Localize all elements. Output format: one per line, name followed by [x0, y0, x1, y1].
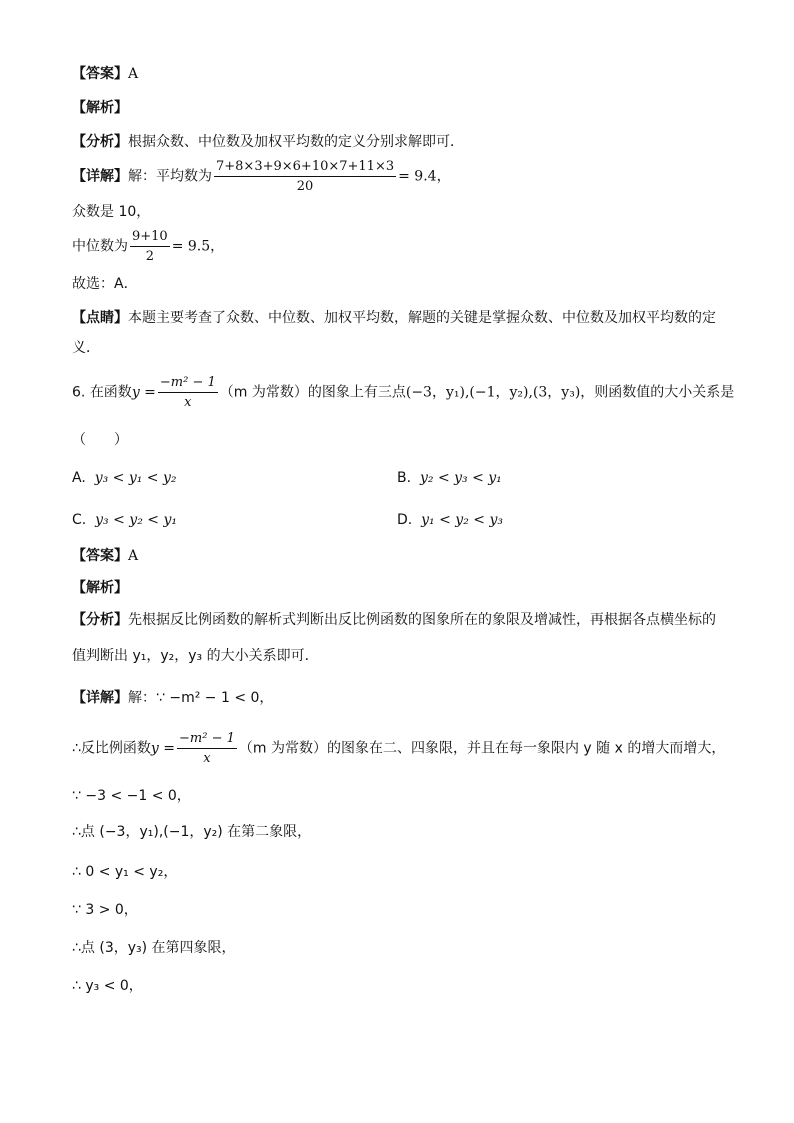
q6-option-a[interactable]	[72, 468, 177, 488]
q6-func-numerator-2: −m² − 1	[177, 730, 237, 749]
q5-median-denominator: 2	[145, 249, 154, 264]
q5-analysis-text: 根据众数、中位数及加权平均数的定义分别求解即可．	[128, 134, 464, 150]
q5-tip-text1: 本题主要考查了众数、中位数、加权平均数，解题的关键是掌握众数、中位数及加权平均数的定	[128, 310, 716, 326]
q5-tip-line2: 义．	[72, 340, 100, 356]
analysis-tag-2: 【解析】	[72, 580, 128, 596]
q5-choice-line: 故选：A．	[72, 276, 138, 292]
q6-option-c[interactable]	[72, 510, 177, 530]
q5-mean-fraction	[214, 158, 396, 195]
q5-tip-line1	[72, 308, 716, 328]
q6-detail-line4: ∴点 (−3，y₁),(−1，y₂) 在第二象限，	[72, 824, 312, 840]
q5-median-line	[72, 228, 224, 265]
q6-detail-line5: ∴ 0 < y₁ < y₂，	[72, 864, 178, 880]
q6-detail-text1: 解：∵ −m² − 1 < 0，	[128, 690, 274, 706]
q5-analysis-tag-line	[72, 98, 128, 118]
q6-analysis-text1: 先根据反比例函数的解析式判断出反比例函数的图象所在的象限及增减性，再根据各点横坐标的	[128, 612, 716, 628]
q6-blank: （ ）	[72, 432, 128, 448]
q6-func-denominator-2: x	[203, 751, 211, 766]
q6-detail-line2	[72, 730, 725, 767]
fenxi-tag-2: 【分析】	[72, 612, 128, 628]
analysis-tag: 【解析】	[72, 100, 128, 116]
q6-detail-line1	[72, 688, 273, 708]
option-d-label: D.	[397, 512, 413, 528]
option-d-expr: y₁ < y₂ < y₃	[421, 512, 503, 528]
q5-mean-denominator: 20	[296, 179, 314, 194]
option-a-label: A.	[72, 470, 86, 486]
q5-answer-value: A	[128, 66, 139, 82]
q6-analysis-tag-line	[72, 578, 128, 598]
option-c-label: C.	[72, 512, 87, 528]
option-a-expr: y₃ < y₁ < y₂	[94, 470, 177, 486]
q6-detail-line8: ∴ y₃ < 0，	[72, 978, 143, 994]
q6-stem-a: 在函数	[89, 384, 132, 401]
q6-stem-b: （m 为常数）的图象上有三点	[219, 384, 406, 401]
q6-stem-line	[72, 374, 734, 411]
q6-func-numerator: −m² − 1	[158, 374, 218, 393]
q5-median-fraction	[130, 228, 170, 265]
option-b-expr: y₂ < y₃ < y₁	[419, 470, 502, 486]
option-b-label: B.	[397, 470, 412, 486]
answer-tag: 【答案】	[72, 66, 128, 82]
answer-tag-2: 【答案】	[72, 548, 128, 564]
q5-mode-line: 众数是 10，	[72, 204, 151, 220]
q6-detail-line2-a: ∴反比例函数	[72, 740, 151, 757]
q6-points: (−3，y₁),(−1，y₂),(3，y₃)	[405, 384, 581, 401]
q5-detail-prefix: 解：平均数为	[128, 168, 212, 185]
q6-func-lhs-2: y =	[150, 740, 176, 757]
q5-median-result: = 9.5，	[171, 238, 225, 255]
q6-stem-c: ，则函数值的大小关系是	[580, 384, 735, 401]
q6-option-b[interactable]	[397, 468, 502, 488]
q6-detail-line6: ∵ 3 > 0，	[72, 902, 138, 918]
q5-median-numerator: 9+10	[130, 228, 170, 247]
q6-func-fraction	[158, 374, 218, 411]
q6-func-fraction-2	[177, 730, 237, 767]
q6-detail-line7: ∴点 (3，y₃) 在第四象限，	[72, 940, 236, 956]
q6-number: 6.	[72, 384, 86, 401]
q6-answer-line	[72, 546, 138, 566]
fenxi-tag: 【分析】	[72, 134, 128, 150]
q5-detail-line	[72, 158, 451, 195]
q6-detail-line3: ∵ −3 < −1 < 0，	[72, 788, 191, 804]
q6-fenxi-line1	[72, 610, 716, 630]
q5-mean-numerator: 7+8×3+9×6+10×7+11×3	[214, 158, 396, 177]
q5-fenxi-line	[72, 132, 464, 152]
q6-answer-value: A	[128, 548, 139, 564]
dianjing-tag: 【点睛】	[72, 310, 128, 326]
q5-median-prefix: 中位数为	[72, 238, 128, 255]
xiangjie-tag: 【详解】	[72, 168, 128, 185]
q5-mean-result: = 9.4，	[398, 168, 451, 185]
q6-func-lhs: y =	[131, 384, 156, 401]
q6-func-denominator: x	[184, 395, 192, 410]
q6-fenxi-line2: 值判断出 y₁，y₂，y₃ 的大小关系即可．	[72, 648, 319, 664]
xiangjie-tag-2: 【详解】	[72, 690, 128, 706]
q5-answer-line	[72, 64, 138, 84]
q6-option-d[interactable]	[397, 510, 503, 530]
option-c-expr: y₃ < y₂ < y₁	[95, 512, 177, 528]
q6-detail-line2-b: （m 为常数）的图象在二、四象限，并且在每一象限内 y 随 x 的增大而增大，	[238, 740, 726, 757]
